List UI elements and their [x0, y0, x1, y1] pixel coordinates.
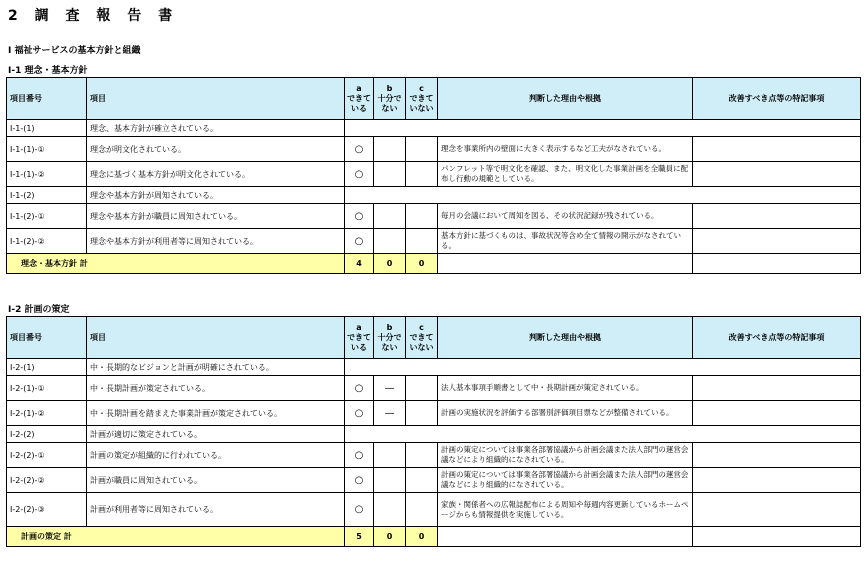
- item-number-cell: Ⅰ-1-(2)-①: [7, 204, 87, 229]
- item-number-cell: Ⅰ-1-(2): [7, 187, 87, 204]
- rating-b-cell: [374, 229, 406, 254]
- rating-a-cell: ○: [345, 137, 374, 162]
- reason-cell: 基本方針に基づくものは、事故状況等含め全て情報の開示がなされている。: [438, 229, 693, 254]
- item-text-cell: 理念や基本方針が職員に周知されている。: [87, 204, 345, 229]
- reason-cell: 計画の策定については事業各部署協議から計画会議また法人部門の運営会議などにより組織的になされている。: [438, 468, 693, 493]
- rating-c-cell: [406, 162, 438, 187]
- col-header-item-no: 項目番号: [7, 317, 87, 359]
- improvement-cell: [693, 443, 861, 468]
- table-row: [7, 137, 861, 162]
- col-header-a-line1: できて: [347, 332, 371, 342]
- table-row: [7, 401, 861, 426]
- total-row: [7, 254, 861, 274]
- col-header-b: [374, 78, 406, 120]
- category-row: [7, 187, 861, 204]
- item-number-cell: Ⅰ-2-(2)-①: [7, 443, 87, 468]
- rating-b-cell: [374, 468, 406, 493]
- rating-c-cell: [406, 443, 438, 468]
- col-header-c-line2: いない: [409, 342, 434, 352]
- section-heading: Ⅰ 福祉サービスの基本方針と組織: [8, 46, 141, 56]
- col-header-b-line2: ない: [381, 103, 398, 113]
- total-row: [7, 527, 861, 547]
- reason-cell: パンフレット等で明文化を確認、また、明文化した事業計画を全職員に配布し行動の規範としている。: [438, 162, 693, 187]
- item-number-cell: Ⅰ-2-(1)-②: [7, 401, 87, 426]
- rating-c-cell: [406, 401, 438, 426]
- col-header-b: [374, 317, 406, 359]
- improvement-cell: [693, 468, 861, 493]
- table-row: [7, 443, 861, 468]
- col-header-improve: 改善すべき点等の特記事項: [693, 78, 861, 120]
- col-header-item: 項目: [87, 317, 345, 359]
- total-reason-blank: [438, 254, 693, 274]
- col-header-b-line2: ない: [381, 342, 398, 352]
- improvement-cell: [693, 493, 861, 527]
- improvement-cell: [693, 401, 861, 426]
- rating-a-cell: ○: [345, 204, 374, 229]
- item-text-cell: 中・長期的なビジョンと計画が明確にされている。: [87, 359, 345, 376]
- item-text-cell: 理念や基本方針が周知されている。: [87, 187, 345, 204]
- category-row: [7, 426, 861, 443]
- header-row: [7, 78, 861, 120]
- reason-cell: 毎月の会議において周知を図る、その状況記録が残されている。: [438, 204, 693, 229]
- rating-b-cell: —: [374, 401, 406, 426]
- report-title: 2 調 査 報 告 書: [8, 8, 179, 24]
- col-header-item-no: 項目番号: [7, 78, 87, 120]
- col-header-b-line1: 十分で: [377, 332, 402, 342]
- item-text-cell: 中・長期計画を踏まえた事業計画が策定されている。: [87, 401, 345, 426]
- item-number-cell: Ⅰ-1-(1): [7, 120, 87, 137]
- evaluation-table-1: [6, 77, 861, 274]
- item-text-cell: 中・長期計画が策定されている。: [87, 376, 345, 401]
- col-header-a-letter: a: [356, 83, 362, 93]
- item-text-cell: 計画が職員に周知されている。: [87, 468, 345, 493]
- col-header-b-line1: 十分で: [377, 93, 402, 103]
- total-b: 0: [374, 527, 406, 547]
- table-row: [7, 468, 861, 493]
- col-header-a: [345, 317, 374, 359]
- col-header-a-line1: できて: [347, 93, 371, 103]
- rating-a-cell: ○: [345, 443, 374, 468]
- total-b: 0: [374, 254, 406, 274]
- table1-heading: Ⅰ-1 理念・基本方針: [8, 66, 88, 76]
- rating-c-cell: [406, 137, 438, 162]
- col-header-c: [406, 317, 438, 359]
- item-number-cell: Ⅰ-2-(2): [7, 426, 87, 443]
- header-row: [7, 317, 861, 359]
- category-blank-cell: [345, 120, 861, 137]
- item-number-cell: Ⅰ-2-(2)-③: [7, 493, 87, 527]
- table-row: [7, 229, 861, 254]
- item-text-cell: 理念や基本方針が利用者等に周知されている。: [87, 229, 345, 254]
- col-header-improve: 改善すべき点等の特記事項: [693, 317, 861, 359]
- item-text-cell: 理念、基本方針が確立されている。: [87, 120, 345, 137]
- rating-c-cell: [406, 229, 438, 254]
- improvement-cell: [693, 137, 861, 162]
- item-number-cell: Ⅰ-1-(2)-②: [7, 229, 87, 254]
- rating-a-cell: ○: [345, 229, 374, 254]
- rating-c-cell: [406, 468, 438, 493]
- item-number-cell: Ⅰ-2-(2)-②: [7, 468, 87, 493]
- col-header-c-letter: c: [419, 322, 424, 332]
- item-text-cell: 計画が適切に策定されている。: [87, 426, 345, 443]
- reason-cell: 計画の実施状況を評価する部署別評価項目票などが整備されている。: [438, 401, 693, 426]
- total-label: 計画の策定 計: [7, 527, 345, 547]
- col-header-c-line1: できて: [409, 332, 434, 342]
- category-blank-cell: [345, 359, 861, 376]
- rating-a-cell: ○: [345, 376, 374, 401]
- rating-b-cell: [374, 137, 406, 162]
- item-number-cell: Ⅰ-2-(1)-①: [7, 376, 87, 401]
- item-text-cell: 理念が明文化されている。: [87, 137, 345, 162]
- improvement-cell: [693, 376, 861, 401]
- item-text-cell: 計画の策定が組織的に行われている。: [87, 443, 345, 468]
- reason-cell: 理念を事業所内の壁面に大きく表示するなど工夫がなされている。: [438, 137, 693, 162]
- rating-c-cell: [406, 376, 438, 401]
- rating-b-cell: —: [374, 376, 406, 401]
- rating-a-cell: ○: [345, 401, 374, 426]
- category-row: [7, 120, 861, 137]
- reason-cell: 家族・関係者への広報誌配布による周知や毎週内容更新しているホームページからも情報提供を実施している。: [438, 493, 693, 527]
- table-row: [7, 376, 861, 401]
- rating-c-cell: [406, 493, 438, 527]
- col-header-a: [345, 78, 374, 120]
- total-a: 5: [345, 527, 374, 547]
- rating-c-cell: [406, 204, 438, 229]
- col-header-c-line2: いない: [409, 103, 434, 113]
- evaluation-table-2: [6, 316, 861, 547]
- rating-a-cell: ○: [345, 468, 374, 493]
- total-c: 0: [406, 254, 438, 274]
- rating-b-cell: [374, 493, 406, 527]
- total-improve-blank: [693, 254, 861, 274]
- item-text-cell: 計画が利用者等に周知されている。: [87, 493, 345, 527]
- table-row: [7, 493, 861, 527]
- rating-b-cell: [374, 162, 406, 187]
- table2-heading: Ⅰ-2 計画の策定: [8, 305, 70, 315]
- reason-cell: 法人基本事項手順書として中・長期計画が策定されている。: [438, 376, 693, 401]
- col-header-a-line2: いる: [351, 103, 367, 113]
- table-row: [7, 204, 861, 229]
- category-blank-cell: [345, 426, 861, 443]
- total-label: 理念・基本方針 計: [7, 254, 345, 274]
- category-blank-cell: [345, 187, 861, 204]
- col-header-a-line2: いる: [351, 342, 367, 352]
- total-a: 4: [345, 254, 374, 274]
- col-header-c: [406, 78, 438, 120]
- item-text-cell: 理念に基づく基本方針が明文化されている。: [87, 162, 345, 187]
- col-header-b-letter: b: [386, 83, 393, 93]
- total-c: 0: [406, 527, 438, 547]
- col-header-c-letter: c: [419, 83, 424, 93]
- col-header-reason: 判断した理由や根拠: [438, 78, 693, 120]
- total-reason-blank: [438, 527, 693, 547]
- item-number-cell: Ⅰ-1-(1)-②: [7, 162, 87, 187]
- item-number-cell: Ⅰ-2-(1): [7, 359, 87, 376]
- improvement-cell: [693, 229, 861, 254]
- item-number-cell: Ⅰ-1-(1)-①: [7, 137, 87, 162]
- col-header-item: 項目: [87, 78, 345, 120]
- category-row: [7, 359, 861, 376]
- improvement-cell: [693, 162, 861, 187]
- improvement-cell: [693, 204, 861, 229]
- total-improve-blank: [693, 527, 861, 547]
- col-header-c-line1: できて: [409, 93, 434, 103]
- table-row: [7, 162, 861, 187]
- rating-b-cell: [374, 443, 406, 468]
- rating-a-cell: ○: [345, 162, 374, 187]
- rating-b-cell: [374, 204, 406, 229]
- col-header-a-letter: a: [356, 322, 362, 332]
- rating-a-cell: ○: [345, 493, 374, 527]
- col-header-reason: 判断した理由や根拠: [438, 317, 693, 359]
- col-header-b-letter: b: [386, 322, 393, 332]
- reason-cell: 計画の策定については事業各部署協議から計画会議また法人部門の運営会議などにより組織的になされている。: [438, 443, 693, 468]
